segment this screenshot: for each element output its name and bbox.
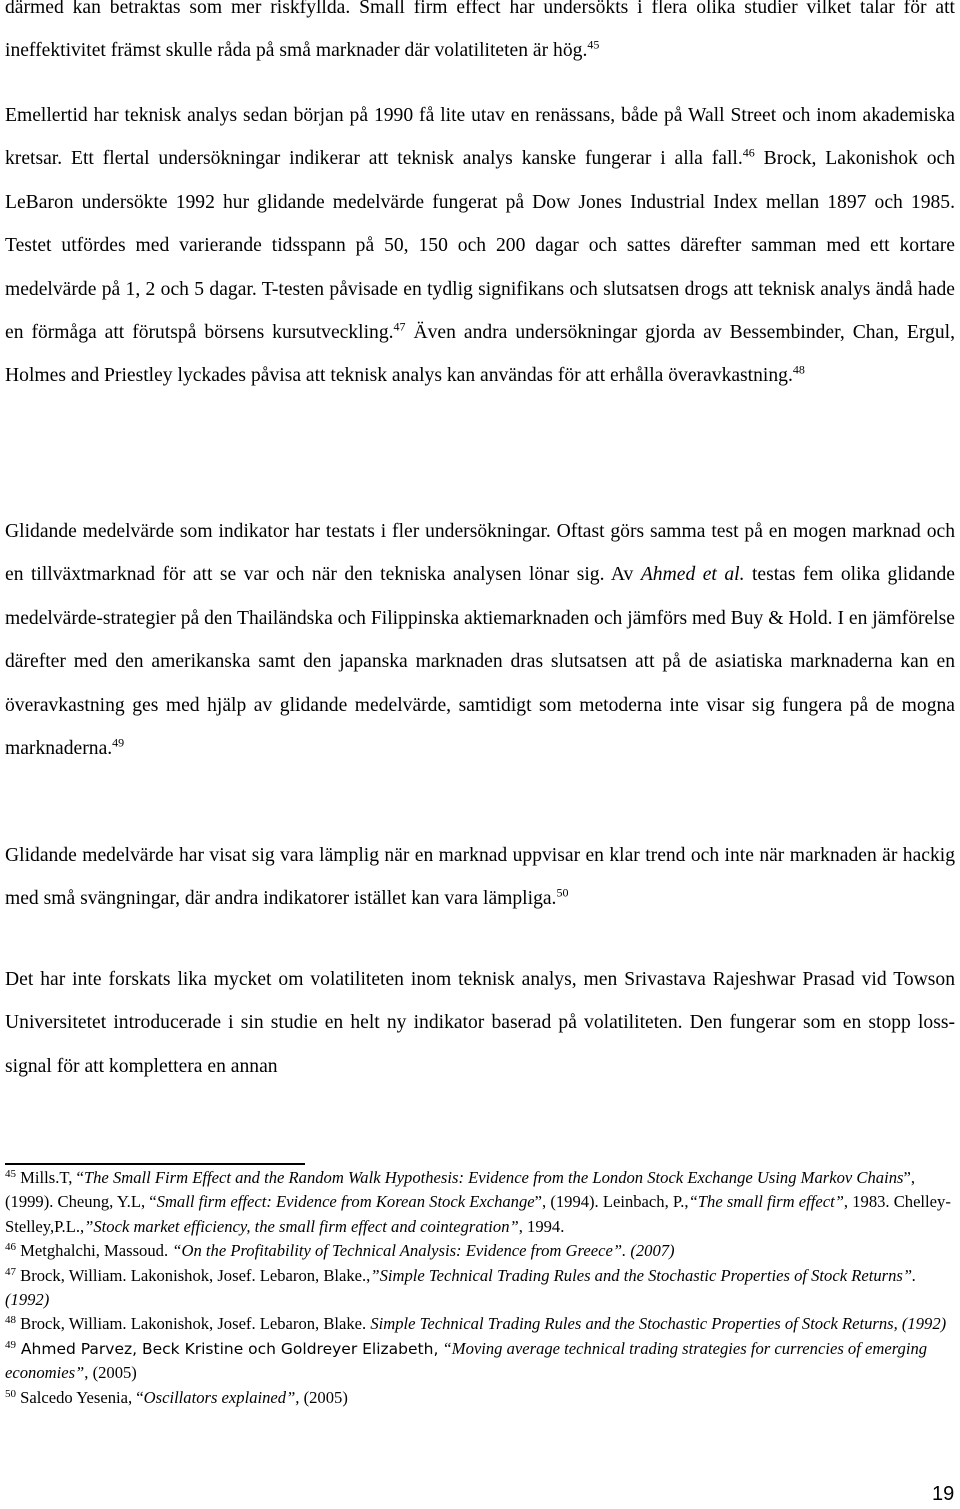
text-run: därmed kan betraktas som mer riskfyllda. Small firm effect har undersökts i flera olika studier vilket talar för att ineffektivitet främst skulle råda på små marknader där volatiliteten är hög. [5, 0, 955, 62]
italic-text: Small firm effect: Evidence from Korean Stock Exchange [156, 1192, 535, 1212]
paragraph-trend [5, 834, 955, 921]
italic-text: “On the Profitability of Technical Analysis: Evidence from Greece”. (2007) [172, 1241, 675, 1261]
italic-text: Ahmed et al. [640, 564, 745, 586]
italic-text: “Moving average technical trading strategies for currencies of emerging economies” [5, 1338, 928, 1383]
paragraph-technical-analysis [5, 94, 955, 398]
paragraph-volatility [5, 958, 955, 1088]
author-text: Ahmed Parvez, Beck Kristine och Goldreyer Elizabeth, [16, 1339, 439, 1358]
footnote-ref: 48 [5, 1314, 16, 1327]
footnote-49 [5, 1337, 955, 1386]
text-run: testas fem olika glidande medelvärde-strategier på den Thailändska och Filippinska aktiemarknaden och jämförs med Buy & Hold. I en jämförelse därefter med den amerikanska samt den japanska marknaden dras slutsatsen att på de asiatiska marknaderna kan en överavkastning ges med hjälp av glidande medelvärde, samtidigt som metoderna inte visar sig fungera på de mogna marknaderna. [5, 564, 955, 760]
footnote-ref: 46 [742, 145, 755, 160]
paragraph-small-firm [5, 0, 955, 73]
text-run: ”, (1994). Leinbach, P., [534, 1192, 689, 1212]
footnote-50 [5, 1386, 955, 1410]
italic-text: Simple Technical Trading Rules and the Stochastic Properties of Stock Returns, (1992) [370, 1314, 947, 1334]
text-run: Salcedo Yesenia, “ [16, 1387, 144, 1407]
text-run: ”, (1999). Cheung, Y.L, “ [5, 1168, 915, 1212]
text-run: , 1994. [518, 1216, 565, 1236]
footnote-45 [5, 1166, 955, 1239]
italic-text: ”Stock market efficiency, the small firm effect and cointegration” [84, 1216, 519, 1236]
text-run: , 1983. Chelley-Stelley,P.L., [5, 1192, 951, 1236]
page-number: 19 [932, 1483, 955, 1505]
text-run: Brock, William. Lakonishok, Josef. Lebaron, Blake., [16, 1265, 371, 1285]
footnote-ref: 45 [5, 1167, 16, 1180]
footnote-ref: 49 [5, 1338, 16, 1351]
footnote-ref: 49 [112, 735, 125, 750]
italic-text: ”Simple Technical Trading Rules and the Stochastic Properties of Stock Returns”. (1992) [5, 1265, 917, 1310]
text-run: Emellertid har teknisk analys sedan början på 1990 få lite utav en renässans, både på Wall Street och inom akademiska kretsar. Ett flertal undersökningar indikerar att teknisk analys kanske fungerar i alla fall. [5, 105, 955, 170]
footnote-ref: 47 [5, 1265, 16, 1278]
text-run: Även andra undersökningar gjorda av Bessembinder, Chan, Ergul, Holmes and Priestley lyckades påvisa att teknisk analys kan användas för att erhålla överavkastning. [5, 322, 955, 387]
text-run: , (2005) [84, 1363, 137, 1383]
footnote-ref: 50 [5, 1387, 16, 1400]
footnote-ref: 50 [556, 885, 569, 900]
italic-text: The Small Firm Effect and the Random Walk Hypothesis: Evidence from the London Stock Exchange Using Markov Chains [83, 1168, 904, 1187]
footnote-ref: 48 [792, 363, 805, 377]
footnote-ref: 47 [393, 319, 406, 334]
footnote-ref: 45 [587, 37, 600, 52]
italic-text: “The small firm effect” [688, 1192, 844, 1212]
text-run: (2005) [299, 1387, 348, 1407]
footnote-separator [5, 1163, 305, 1165]
footnote-47 [5, 1264, 955, 1313]
paragraph-moving-average [5, 510, 955, 770]
italic-text: Oscillators explained”, [143, 1387, 300, 1407]
text-run: Mills.T, “ [16, 1168, 84, 1187]
text-run: Metghalchi, Massoud. [16, 1241, 173, 1261]
footnote-48 [5, 1312, 955, 1336]
footnote-ref: 46 [5, 1241, 16, 1254]
text-run: Glidande medelvärde som indikator har testats i fler undersökningar. Oftast görs samma test på en mogen marknad och en tillväxtmarknad för att se var och när den tekniska analysen lönar sig. Av [5, 521, 955, 586]
text-run: Glidande medelvärde har visat sig vara lämplig när en marknad uppvisar en klar trend och inte när marknaden är hackig med små svängningar, där andra indikatorer istället kan vara lämpliga. [5, 845, 955, 910]
text-run: Det har inte forskats lika mycket om volatiliteten inom teknisk analys, men Srivastava Rajeshwar Prasad vid Towson Universitetet introducerade i sin studie en helt ny indikator baserad på volatiliteten. Den fungerar som en stopp loss-signal för att komplettera en annan [5, 969, 955, 1077]
footnote-46 [5, 1239, 955, 1263]
text-run: Brock, Lakonishok och LeBaron undersökte 1992 hur glidande medelvärde fungerat på Dow Jones Industrial Index mellan 1897 och 1985. Testet utfördes med varierande tidsspann på 50, 150 och 200 dagar och sattes därefter samman med ett kortare medelvärde på 1, 2 och 5 dagar. T-testen påvisade en tydlig signifikans och slutsatsen drogs att teknisk analys ändå hade en förmåga att förutspå börsens kursutveckling. [5, 148, 955, 344]
footnotes [5, 1166, 955, 1410]
text-run: Brock, William. Lakonishok, Josef. Lebaron, Blake. [16, 1314, 371, 1334]
